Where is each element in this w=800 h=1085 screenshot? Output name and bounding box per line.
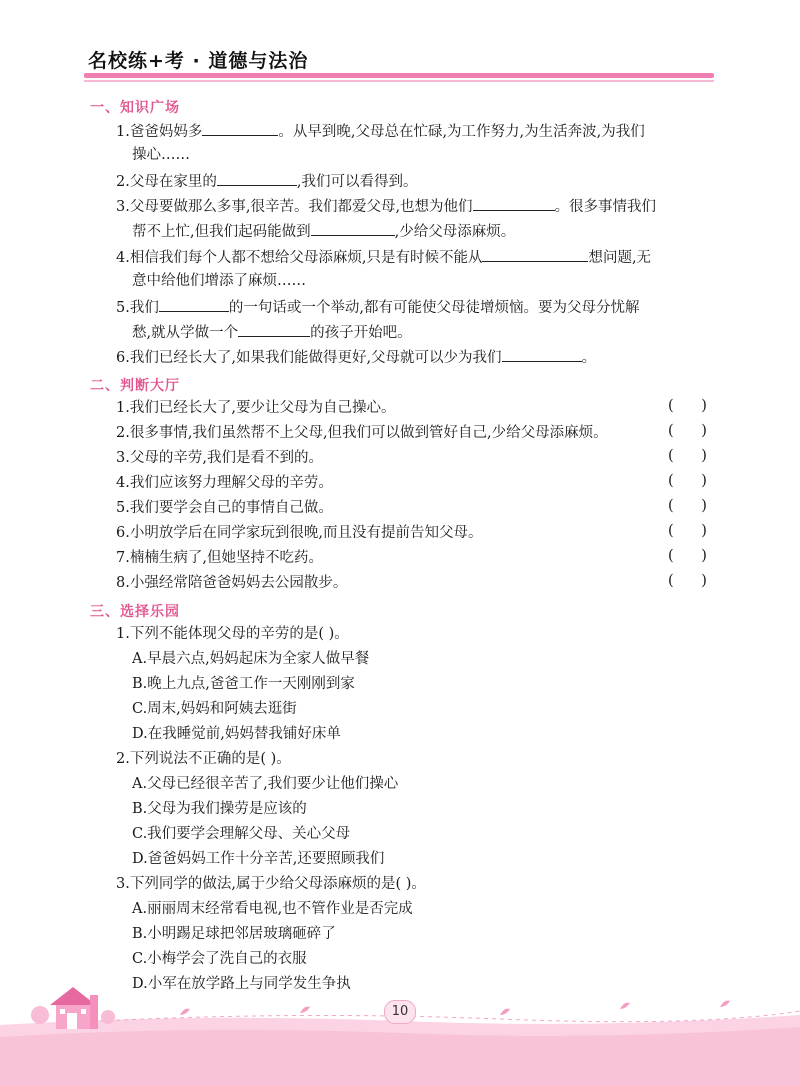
answer-parentheses[interactable]: ( ) — [668, 523, 707, 539]
fill-question-3-line-2: 帮不上忙,但我们起码能做到 ,少给父母添麻烦。 — [132, 220, 515, 242]
page-header-title: 名校练+考 · 道德与法治 — [88, 50, 309, 72]
answer-parentheses[interactable]: ( ) — [668, 573, 707, 589]
judge-item-7: 7.楠楠生病了,但她坚持不吃药。 — [116, 550, 323, 566]
answer-blank[interactable] — [473, 195, 555, 211]
choice-option[interactable]: B.晚上九点,爸爸工作一天刚刚到家 — [132, 676, 355, 692]
answer-parentheses[interactable]: ( ) — [668, 498, 707, 514]
fill-question-5-line-1: 5.我们 的一句话或一个举动,都有可能使父母徒增烦恼。要为父母分忧解 — [116, 296, 639, 318]
judge-item-8: 8.小强经常陪爸爸妈妈去公园散步。 — [116, 575, 348, 591]
judge-item-2: 2.很多事情,我们虽然帮不上父母,但我们可以做到管好自己,少给父母添麻烦。 — [116, 425, 608, 441]
choice-option[interactable]: D.爸爸妈妈工作十分辛苦,还要照顾我们 — [132, 851, 385, 867]
choice-option[interactable]: C.小梅学会了洗自己的衣服 — [132, 951, 307, 967]
answer-blank[interactable] — [238, 321, 310, 337]
fill-question-1-line-1: 1.爸爸妈妈多 。从早到晚,父母总在忙碌,为工作努力,为生活奔波,为我们 — [116, 120, 645, 142]
judge-item-3: 3.父母的辛劳,我们是看不到的。 — [116, 450, 323, 466]
choice-option[interactable]: B.父母为我们操劳是应该的 — [132, 801, 307, 817]
section-title-judgement: 二、判断大厅 — [90, 378, 180, 394]
section-title-knowledge: 一、知识广场 — [90, 100, 180, 116]
fill-question-2: 2.父母在家里的 ,我们可以看得到。 — [116, 170, 417, 192]
judge-item-6: 6.小明放学后在同学家玩到很晚,而且没有提前告知父母。 — [116, 525, 483, 541]
answer-parentheses[interactable]: ( ) — [668, 448, 707, 464]
judge-item-1: 1.我们已经长大了,要少让父母为自己操心。 — [116, 400, 396, 416]
answer-blank[interactable] — [502, 346, 582, 362]
choice-option[interactable]: D.在我睡觉前,妈妈替我铺好床单 — [132, 726, 341, 742]
judge-item-4: 4.我们应该努力理解父母的辛劳。 — [116, 475, 333, 491]
choice-question-1-stem: 1.下列不能体现父母的辛劳的是( )。 — [116, 626, 349, 642]
answer-parentheses[interactable]: ( ) — [668, 398, 707, 414]
choice-option[interactable]: A.父母已经很辛苦了,我们要少让他们操心 — [132, 776, 399, 792]
choice-option[interactable]: B.小明踢足球把邻居玻璃砸碎了 — [132, 926, 336, 942]
fill-question-1-line-2: 操心…… — [132, 147, 190, 163]
choice-option[interactable]: C.周末,妈妈和阿姨去逛街 — [132, 701, 297, 717]
fill-question-4-line-1: 4.相信我们每个人都不想给父母添麻烦,只是有时候不能从 想问题,无 — [116, 246, 651, 268]
fill-question-3-line-1: 3.父母要做那么多事,很辛苦。我们都爱父母,也想为他们 。很多事情我们 — [116, 195, 656, 217]
judge-item-5: 5.我们要学会自己的事情自己做。 — [116, 500, 333, 516]
answer-blank[interactable] — [202, 120, 278, 136]
fill-question-4-line-2: 意中给他们增添了麻烦…… — [132, 273, 306, 289]
answer-parentheses[interactable]: ( ) — [668, 423, 707, 439]
header-divider-thin — [84, 80, 714, 82]
answer-parentheses[interactable]: ( ) — [668, 548, 707, 564]
choice-option[interactable]: D.小军在放学路上与同学发生争执 — [132, 976, 351, 992]
header-divider — [84, 73, 714, 78]
page-number: 10 — [384, 1000, 416, 1024]
answer-blank[interactable] — [482, 246, 588, 262]
fill-question-6: 6.我们已经长大了,如果我们能做得更好,父母就可以少为我们 。 — [116, 346, 596, 368]
choice-option[interactable]: A.丽丽周末经常看电视,也不管作业是否完成 — [132, 901, 413, 917]
section-title-choice: 三、选择乐园 — [90, 604, 180, 620]
choice-option[interactable]: C.我们要学会理解父母、关心父母 — [132, 826, 351, 842]
sprout-icon — [180, 1001, 730, 1015]
answer-parentheses[interactable]: ( ) — [668, 473, 707, 489]
choice-option[interactable]: A.早晨六点,妈妈起床为全家人做早餐 — [132, 651, 370, 667]
fill-question-5-line-2: 愁,就从学做一个 的孩子开始吧。 — [132, 321, 412, 343]
answer-blank[interactable] — [159, 296, 229, 312]
choice-question-3-stem: 3.下列同学的做法,属于少给父母添麻烦的是( )。 — [116, 876, 426, 892]
choice-question-2-stem: 2.下列说法不正确的是( )。 — [116, 751, 291, 767]
answer-blank[interactable] — [311, 220, 395, 236]
answer-blank[interactable] — [217, 170, 297, 186]
